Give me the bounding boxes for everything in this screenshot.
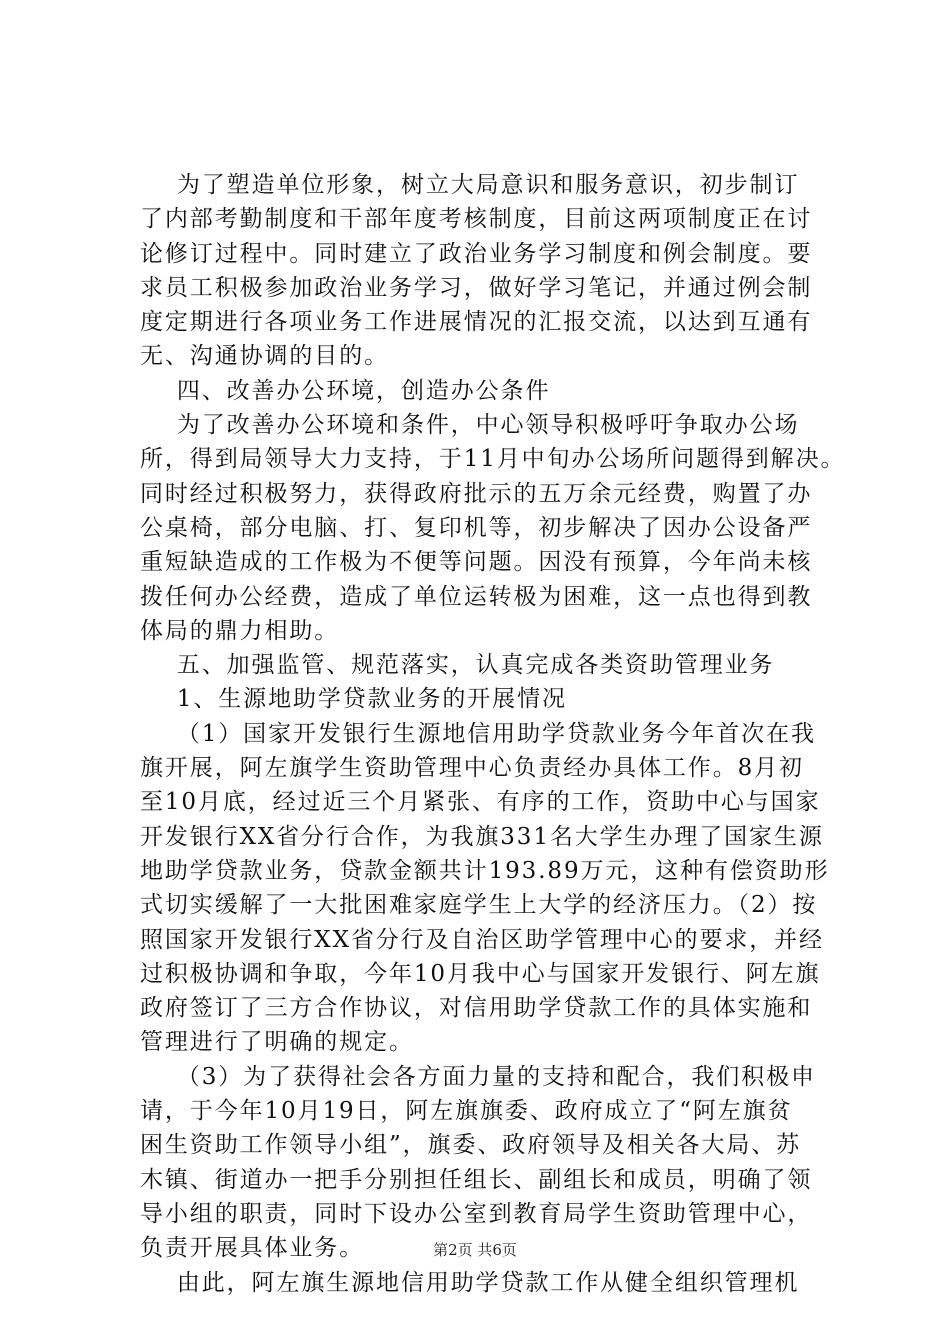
text-line: 论修订过程中。同时建立了政治业务学习制度和例会制度。要	[140, 240, 813, 267]
text-line: 1、生源地助学贷款业务的开展情况	[140, 686, 567, 713]
text-line: 请，于今年10月19日，阿左旗旗委、政府成立了“阿左旗贫	[140, 1098, 793, 1125]
text-line: 困生资助工作领导小组”，旗委、政府领导及相关各大局、苏	[140, 1132, 802, 1159]
text-line: 同时经过积极努力，获得政府批示的五万余元经费，购置了办	[140, 480, 813, 507]
text-line: 地助学贷款业务，贷款金额共计193.89万元，这种有偿资助形	[140, 857, 830, 884]
text-line: 五、加强监管、规范落实，认真完成各类资助管理业务	[140, 652, 775, 679]
text-line: 照国家开发银行XX省分行及自治区助学管理中心的要求，并经	[140, 926, 824, 953]
text-line: 政府签订了三方合作协议，对信用助学贷款工作的具体实施和	[140, 995, 813, 1022]
text-line: 开发银行XX省分行合作，为我旗331名大学生办理了国家生源	[140, 823, 824, 850]
text-line: 木镇、街道办一把手分别担任组长、副组长和成员，明确了领	[140, 1166, 813, 1193]
text-line: 管理进行了明确的规定。	[140, 1029, 414, 1056]
text-line: （3）为了获得社会各方面力量的支持和配合，我们积极申	[140, 1063, 816, 1090]
text-line: 公桌椅，部分电脑、打、复印机等，初步解决了因办公设备严	[140, 514, 813, 541]
text-line: 导小组的职责，同时下设办公室到教育局学生资助管理中心，	[140, 1200, 813, 1227]
text-line: 负责开展具体业务。	[140, 1235, 365, 1262]
text-line: 式切实缓解了一大批困难家庭学生上大学的经济压力。（2）按	[140, 892, 818, 919]
text-line: 拨任何办公经费，造成了单位运转极为困难，这一点也得到教	[140, 583, 813, 610]
text-line: 重短缺造成的工作极为不便等问题。因没有预算，今年尚未核	[140, 549, 813, 576]
text-line: 所，得到局领导大力支持，于11月中旬办公场所问题得到解决。	[140, 446, 846, 473]
text-line: 至10月底，经过近三个月紧张、有序的工作，资助中心与国家	[140, 789, 821, 816]
document-body	[140, 168, 846, 1300]
text-line: 求员工积极参加政治业务学习，做好学习笔记，并通过例会制	[140, 274, 813, 301]
text-line: （1）国家开发银行生源地信用助学贷款业务今年首次在我	[140, 720, 816, 747]
text-line: 了内部考勤制度和干部年度考核制度，目前这两项制度正在讨	[140, 206, 813, 233]
text-line: 为了改善办公环境和条件，中心领导积极呼吁争取办公场	[140, 412, 800, 439]
text-line: 旗开展，阿左旗学生资助管理中心负责经办具体工作。8月初	[140, 755, 804, 782]
text-line: 无、沟通协调的目的。	[140, 343, 389, 370]
text-line: 为了塑造单位形象，树立大局意识和服务意识，初步制订	[140, 172, 800, 198]
text-line: 过积极协调和争取，今年10月我中心与国家开发银行、阿左旗	[140, 960, 821, 987]
page-footer: 第2页 共6页	[433, 1241, 517, 1259]
text-line: 由此，阿左旗生源地信用助学贷款工作从健全组织管理机	[140, 1269, 800, 1296]
text-line: 度定期进行各项业务工作进展情况的汇报交流，以达到互通有	[140, 309, 813, 336]
text-line: 四、改善办公环境，创造办公条件	[140, 377, 551, 404]
text-line: 体局的鼎力相助。	[140, 617, 340, 644]
